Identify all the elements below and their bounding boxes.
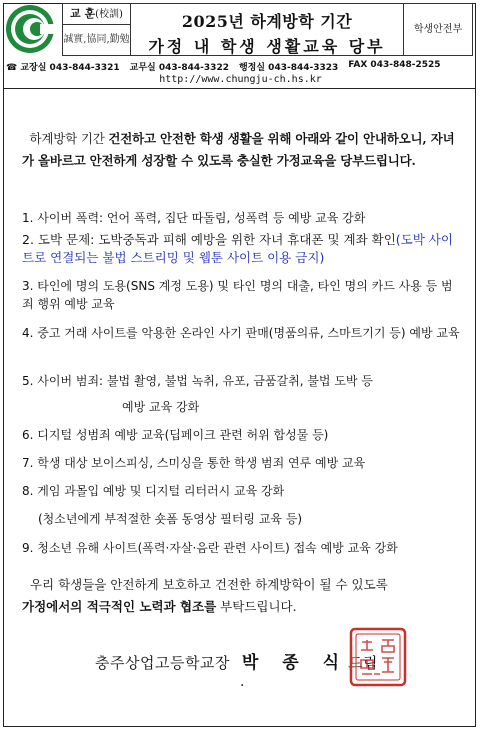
document-frame bbox=[3, 3, 476, 727]
document-title bbox=[131, 3, 403, 56]
list-item-8-continued: (청소년에게 부적절한 숏폼 동영상 필터링 교육 등) bbox=[38, 512, 303, 526]
list-item-8: 8. 게임 과몰입 예방 및 디지털 리터러시 교육 강화 bbox=[22, 484, 285, 498]
motto-label: 교 훈(校訓) bbox=[62, 3, 131, 25]
list-item-3: 3. 타인에 명의 도용(SNS 계정 도용) 및 타인 명의 대출, 타인 명의 카드 사용 등 범죄 행위 예방 교육 bbox=[22, 279, 453, 311]
signature-suffix: 드림 bbox=[348, 654, 379, 672]
list-item-6: 6. 디지털 성범죄 예방 교육(딥페이크 관련 허위 합성물 등) bbox=[22, 428, 329, 442]
school-motto: 誠實,協同,勤勉 bbox=[62, 25, 131, 56]
list-item-7: 7. 학생 대상 보이스피싱, 스미싱을 통한 학생 범죄 연루 예방 교육 bbox=[22, 456, 366, 470]
phone-admin: 행정실 043-844-3323 bbox=[238, 63, 339, 73]
list-item-2: 2. 도박 문제: 도박중독과 피해 예방을 위한 자녀 휴대폰 및 계좌 확인(도박 사이트로 연결되는 불법 스트리밍 및 웹툰 사이트 이용 금지) bbox=[22, 232, 453, 265]
fax-number: FAX 043-848-2525 bbox=[348, 60, 441, 70]
official-seal-icon bbox=[348, 626, 408, 688]
school-url[interactable]: http://www.chungju-ch.hs.kr bbox=[159, 74, 322, 85]
list-item-1: 1. 사이버 폭력: 언어 폭력, 집단 따돌림, 성폭력 등 예방 교육 강화 bbox=[22, 211, 366, 225]
phone-teachers: 교무실 043-844-3322 bbox=[129, 63, 229, 73]
intro-paragraph: 하계방학 기간 건전하고 안전한 학생 생활을 위해 아래와 같이 안내하오니, 자녀가 올바르고 안전하게 성장할 수 있도록 충실한 가정교육을 당부드립니다. bbox=[22, 131, 455, 168]
list-item-9: 9. 청소년 유해 사이트(폭력·자살·음란 관련 사이트) 접속 예방 교육 강화 bbox=[22, 541, 398, 555]
title-line-1: 2025년 하계방학 기간 bbox=[181, 12, 353, 31]
principal-name: 박 종 식 bbox=[241, 653, 349, 673]
title-line-2: 가정 내 학생 생활교육 당부 bbox=[148, 37, 386, 56]
signature-dot: · bbox=[240, 678, 245, 694]
school-logo-icon bbox=[3, 3, 58, 55]
list-item-5: 5. 사이버 범죄: 불법 촬영, 불법 녹취, 유포, 금품갈취, 불법 도박 등 bbox=[22, 374, 373, 388]
closing-paragraph: 우리 학생들을 안전하게 보호하고 건전한 하계방학이 될 수 있도록 가정에서의 적극적인 노력과 협조를 부탁드립니다. bbox=[22, 577, 388, 614]
list-item-5-continued: 예방 교육 강화 bbox=[122, 400, 200, 414]
department-label: 학생안전부 bbox=[403, 3, 473, 56]
header-divider bbox=[3, 88, 476, 89]
contact-line bbox=[6, 60, 474, 74]
principal-title: 충주상업고등학교장 bbox=[95, 654, 230, 672]
phone-principal: ☎ 교장실 043-844-3321 bbox=[6, 63, 120, 73]
list-item-4: 4. 중고 거래 사이트를 악용한 온라인 사기 판매(명품의류, 스마트기기 등) 예방 교육 bbox=[22, 326, 460, 340]
